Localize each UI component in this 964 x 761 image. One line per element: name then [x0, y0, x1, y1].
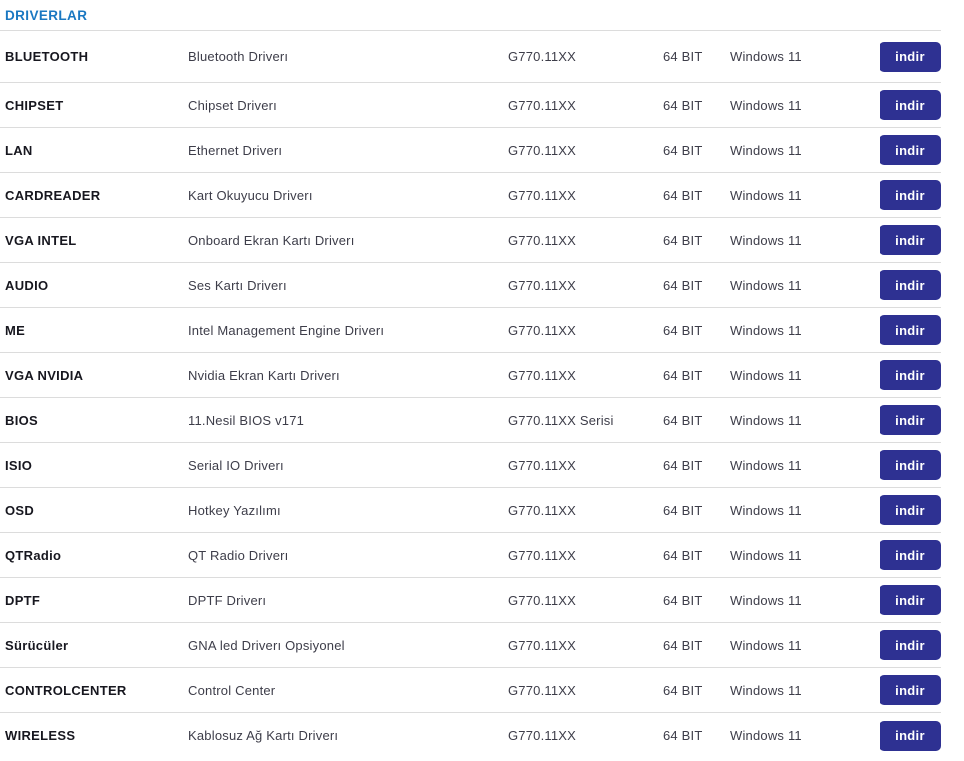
driver-arch: 64 BIT: [663, 277, 703, 293]
driver-category: ME: [5, 322, 26, 338]
table-row: [0, 263, 941, 308]
table-row: [0, 668, 941, 713]
driver-category: VGA NVIDIA: [5, 367, 84, 383]
driver-arch: 64 BIT: [663, 682, 703, 698]
download-button[interactable]: indir: [880, 90, 941, 120]
download-button[interactable]: indir: [880, 630, 941, 660]
table-row: [0, 218, 941, 263]
driver-category: CHIPSET: [5, 97, 64, 113]
table-body: [0, 31, 941, 758]
driver-version: G770.11XX: [508, 728, 577, 743]
driver-category: CARDREADER: [5, 187, 101, 203]
download-button[interactable]: indir: [880, 540, 941, 570]
driver-version: G770.11XX: [508, 97, 577, 113]
driver-version: G770.11XX: [508, 367, 577, 383]
driver-os: Windows 11: [730, 142, 802, 158]
download-button[interactable]: indir: [880, 360, 941, 390]
driver-description: Ses Kartı Driverı: [188, 277, 287, 293]
driver-arch: 64 BIT: [663, 367, 703, 383]
table-header: [0, 0, 941, 31]
driver-category: WIRELESS: [5, 728, 76, 743]
driver-os: Windows 11: [730, 277, 802, 293]
driver-description: Intel Management Engine Driverı: [188, 322, 385, 338]
download-button[interactable]: indir: [880, 405, 941, 435]
driver-os: Windows 11: [730, 592, 802, 608]
driver-os: Windows 11: [730, 502, 802, 518]
download-button[interactable]: indir: [880, 721, 941, 751]
download-button[interactable]: indir: [880, 315, 941, 345]
driver-os: Windows 11: [730, 367, 802, 383]
page-title: DRIVERLAR: [5, 7, 88, 23]
driver-version: G770.11XX: [508, 322, 577, 338]
driver-description: Onboard Ekran Kartı Driverı: [188, 232, 355, 248]
driver-description: Kablosuz Ağ Kartı Driverı: [188, 728, 339, 743]
driver-category: DPTF: [5, 592, 41, 608]
driver-arch: 64 BIT: [663, 637, 703, 653]
driver-version: G770.11XX: [508, 682, 577, 698]
table-row: [0, 533, 941, 578]
table-row: [0, 713, 941, 758]
table-row: [0, 488, 941, 533]
driver-description: 11.Nesil BIOS v171: [188, 412, 305, 428]
driver-os: Windows 11: [730, 547, 802, 563]
driver-category: BLUETOOTH: [5, 49, 89, 64]
driver-os: Windows 11: [730, 97, 802, 113]
driver-category: OSD: [5, 502, 35, 518]
driver-version: G770.11XX: [508, 457, 577, 473]
download-button[interactable]: indir: [880, 270, 941, 300]
driver-os: Windows 11: [730, 412, 802, 428]
driver-os: Windows 11: [730, 728, 802, 743]
driver-arch: 64 BIT: [663, 142, 703, 158]
driver-category: VGA INTEL: [5, 232, 77, 248]
driver-version: G770.11XX: [508, 547, 577, 563]
driver-description: Chipset Driverı: [188, 97, 277, 113]
driver-arch: 64 BIT: [663, 232, 703, 248]
driver-version: G770.11XX: [508, 142, 577, 158]
driver-arch: 64 BIT: [663, 412, 703, 428]
driver-category: ISIO: [5, 457, 33, 473]
driver-version: G770.11XX: [508, 502, 577, 518]
driver-description: QT Radio Driverı: [188, 547, 289, 563]
driver-description: Control Center: [188, 682, 276, 698]
driver-category: LAN: [5, 142, 33, 158]
driver-description: Serial IO Driverı: [188, 457, 284, 473]
table-row: [0, 83, 941, 128]
driver-category: AUDIO: [5, 277, 49, 293]
driver-description: Nvidia Ekran Kartı Driverı: [188, 367, 340, 383]
table-row: [0, 31, 941, 83]
table-row: [0, 398, 941, 443]
driver-os: Windows 11: [730, 322, 802, 338]
download-button[interactable]: indir: [880, 450, 941, 480]
table-row: [0, 353, 941, 398]
driver-version: G770.11XX: [508, 592, 577, 608]
table-row: [0, 578, 941, 623]
driver-description: Kart Okuyucu Driverı: [188, 187, 313, 203]
driver-os: Windows 11: [730, 457, 802, 473]
driver-description: DPTF Driverı: [188, 592, 267, 608]
driver-version: G770.11XX: [508, 277, 577, 293]
driver-arch: 64 BIT: [663, 97, 703, 113]
driver-category: CONTROLCENTER: [5, 682, 127, 698]
driver-version: G770.11XX: [508, 49, 577, 64]
driver-arch: 64 BIT: [663, 502, 703, 518]
driver-category: Sürücüler: [5, 637, 69, 653]
driver-arch: 64 BIT: [663, 728, 703, 743]
table-row: [0, 173, 941, 218]
driver-arch: 64 BIT: [663, 49, 703, 64]
download-button[interactable]: indir: [880, 42, 941, 72]
driver-arch: 64 BIT: [663, 547, 703, 563]
table-row: [0, 308, 941, 353]
download-button[interactable]: indir: [880, 675, 941, 705]
download-button[interactable]: indir: [880, 135, 941, 165]
driver-os: Windows 11: [730, 49, 802, 64]
driver-version: G770.11XX Serisi: [508, 412, 614, 428]
driver-version: G770.11XX: [508, 187, 577, 203]
driver-description: GNA led Driverı Opsiyonel: [188, 637, 345, 653]
driver-os: Windows 11: [730, 232, 802, 248]
download-button[interactable]: indir: [880, 585, 941, 615]
driver-category: BIOS: [5, 412, 38, 428]
driver-os: Windows 11: [730, 187, 802, 203]
driver-version: G770.11XX: [508, 232, 577, 248]
download-button[interactable]: indir: [880, 495, 941, 525]
download-button[interactable]: indir: [880, 225, 941, 255]
driver-arch: 64 BIT: [663, 457, 703, 473]
download-button[interactable]: indir: [880, 180, 941, 210]
driver-description: Bluetooth Driverı: [188, 49, 289, 64]
driver-arch: 64 BIT: [663, 187, 703, 203]
driver-arch: 64 BIT: [663, 322, 703, 338]
driver-arch: 64 BIT: [663, 592, 703, 608]
driver-category: QTRadio: [5, 547, 62, 563]
driver-os: Windows 11: [730, 682, 802, 698]
table-row: [0, 623, 941, 668]
driver-os: Windows 11: [730, 637, 802, 653]
table-row: [0, 128, 941, 173]
driver-description: Hotkey Yazılımı: [188, 502, 281, 518]
driver-description: Ethernet Driverı: [188, 142, 283, 158]
table-row: [0, 443, 941, 488]
driver-version: G770.11XX: [508, 637, 577, 653]
